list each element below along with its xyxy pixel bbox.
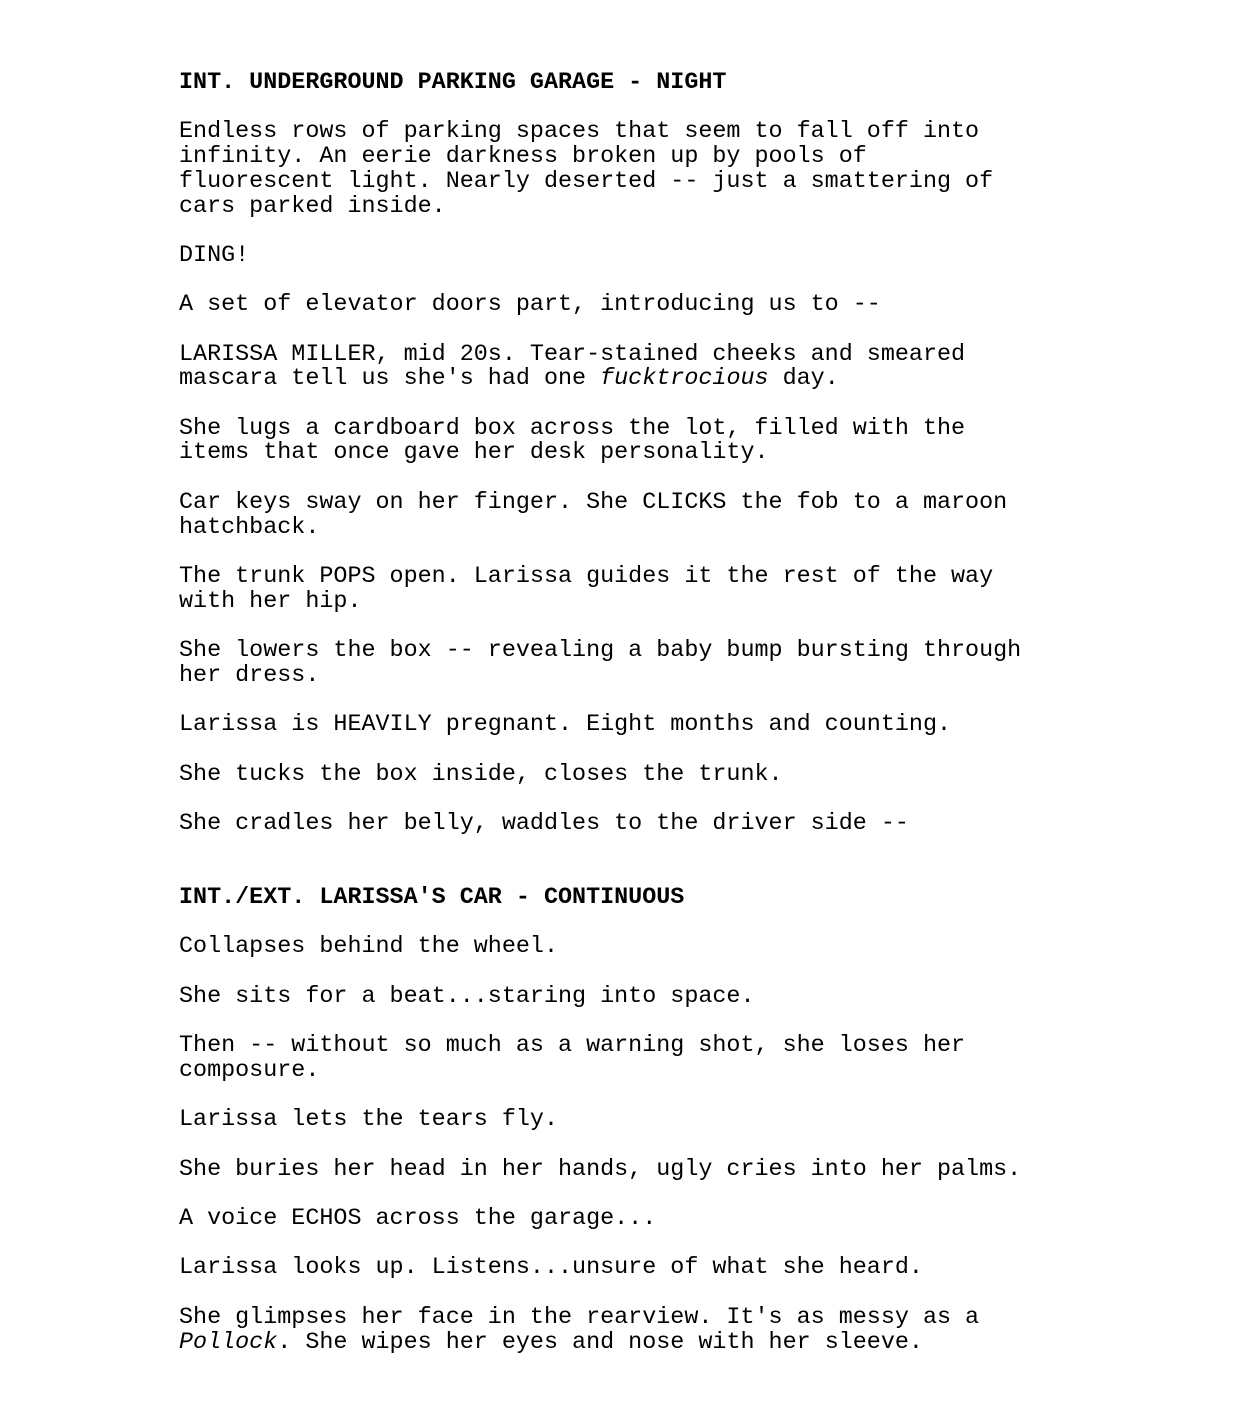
- screenplay-page: [179, 71, 1179, 1355]
- action-line: Collapses behind the wheel.: [179, 934, 558, 961]
- action-line: She lowers the box -- revealing a baby bump bursting through: [179, 638, 1022, 665]
- action-line: LARISSA MILLER, mid 20s. Tear-stained cheeks and smeared: [179, 341, 966, 368]
- action-paragraph: [179, 565, 1179, 614]
- action-line: Endless rows of parking spaces that seem to fall off into: [179, 119, 980, 146]
- action-line: A voice ECHOS across the garage...: [179, 1206, 657, 1233]
- action-line: A set of elevator doors part, introducing us to --: [179, 292, 881, 319]
- action-line: infinity. An eerie darkness broken up by pools of: [179, 144, 867, 171]
- action-line: She buries her head in her hands, ugly cries into her palms.: [179, 1156, 1022, 1183]
- italic-emphasis: fucktrocious: [600, 366, 769, 393]
- action-line: Car keys sway on her finger. She CLICKS the fob to a maroon: [179, 489, 1008, 516]
- action-text: . She wipes her eyes and nose with her sleeve.: [277, 1329, 923, 1356]
- action-line: Larissa looks up. Listens...unsure of what she heard.: [179, 1255, 923, 1282]
- action-line: She glimpses her face in the rearview. It's as messy as a: [179, 1304, 980, 1331]
- action-paragraph: [179, 417, 1179, 466]
- action-paragraph: [179, 491, 1179, 540]
- action-text: day.: [768, 366, 839, 393]
- action-paragraph: [179, 1034, 1179, 1083]
- action-line: hatchback.: [179, 514, 320, 541]
- action-line: She lugs a cardboard box across the lot, filled with the: [179, 415, 966, 442]
- action-line: composure.: [179, 1057, 320, 1084]
- action-line: She cradles her belly, waddles to the driver side --: [179, 810, 909, 837]
- scene-heading: INT./EXT. LARISSA'S CAR - CONTINUOUS: [179, 885, 685, 912]
- action-line: [179, 1331, 1179, 1356]
- action-line: She sits for a beat...staring into space.: [179, 983, 755, 1010]
- action-line: DING!: [179, 242, 250, 269]
- scene-heading: INT. UNDERGROUND PARKING GARAGE - NIGHT: [179, 70, 727, 96]
- action-line: She tucks the box inside, closes the trunk.: [179, 761, 783, 788]
- action-text: mascara tell us she's had one: [179, 366, 601, 393]
- action-line: Then -- without so much as a warning shot, she loses her: [179, 1033, 966, 1060]
- action-paragraph: [179, 120, 1179, 219]
- action-line: Larissa lets the tears fly.: [179, 1107, 558, 1134]
- action-line: cars parked inside.: [179, 193, 446, 220]
- action-paragraph: [179, 639, 1179, 688]
- action-line: fluorescent light. Nearly deserted -- just a smattering of: [179, 168, 994, 195]
- action-line: with her hip.: [179, 588, 362, 615]
- action-line: Larissa is HEAVILY pregnant. Eight months and counting.: [179, 712, 952, 739]
- action-line: her dress.: [179, 662, 320, 689]
- action-line: The trunk POPS open. Larissa guides it the rest of the way: [179, 563, 994, 590]
- action-paragraph: [179, 1306, 1179, 1355]
- action-paragraph: [179, 343, 1179, 392]
- action-line: [179, 367, 1179, 392]
- action-line: items that once gave her desk personality.: [179, 440, 769, 467]
- italic-emphasis: Pollock: [179, 1329, 278, 1356]
